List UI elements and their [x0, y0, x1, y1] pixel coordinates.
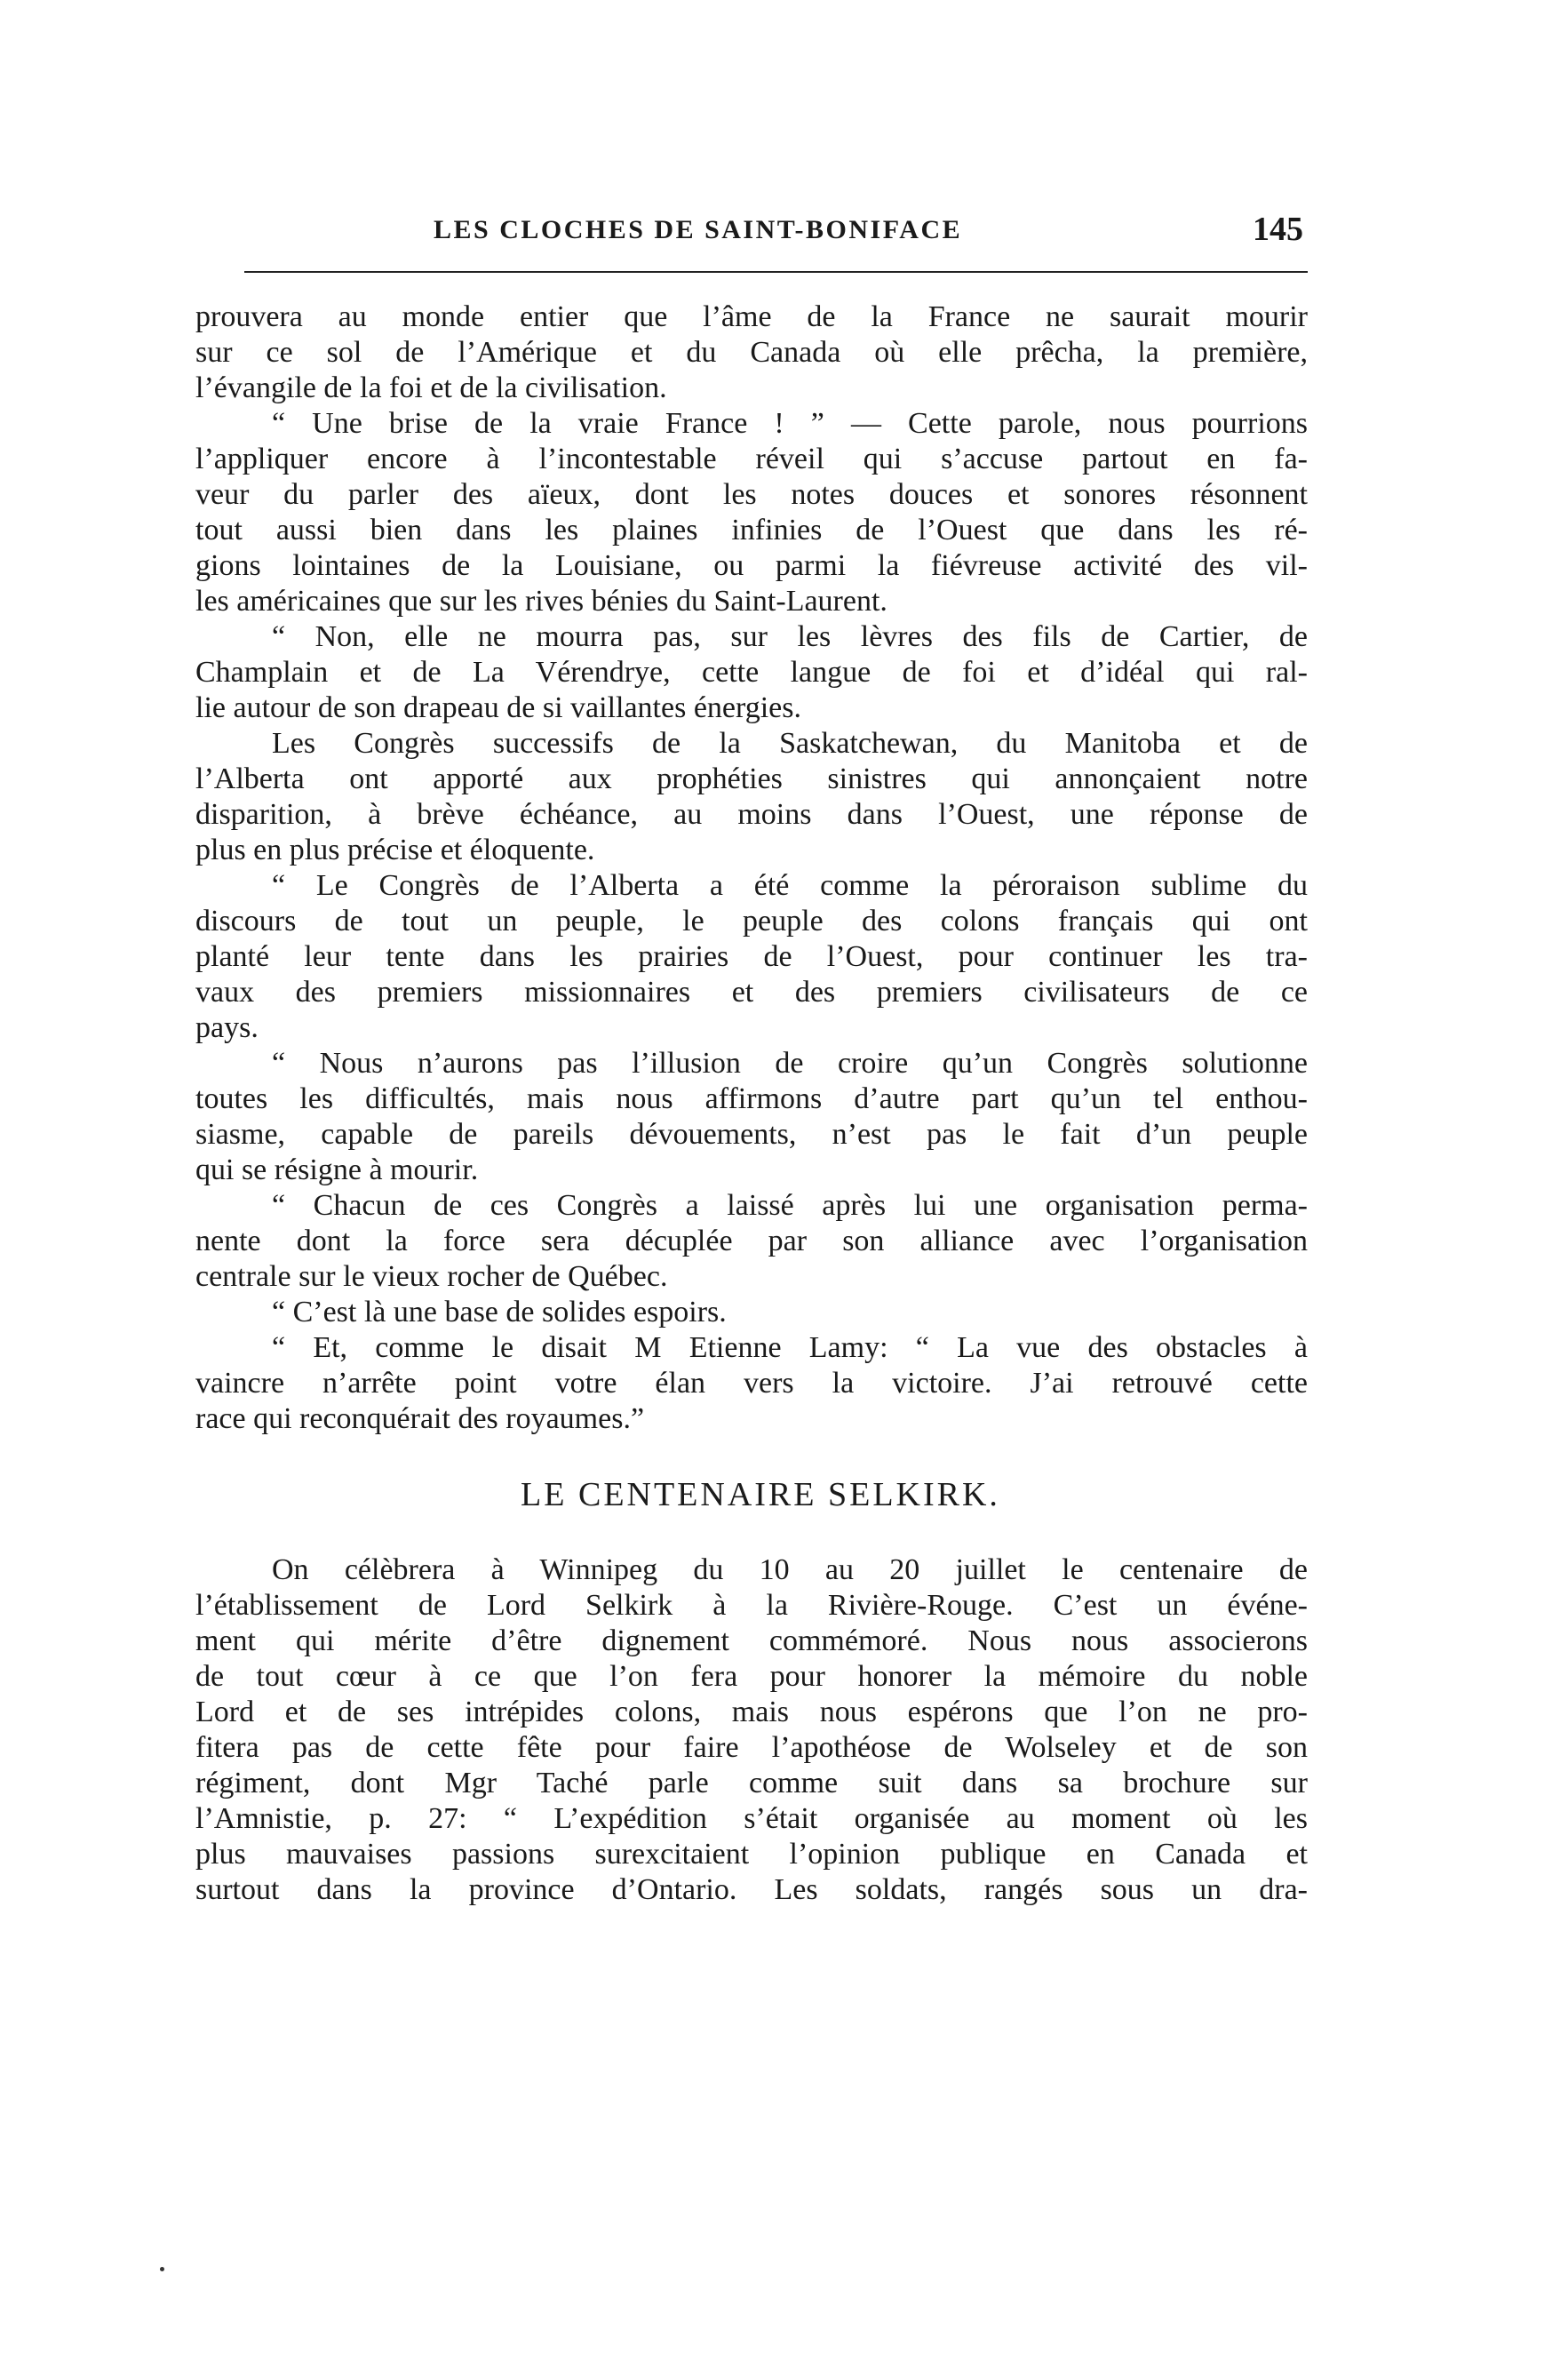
- text-line: toutes les difficultés, mais nous affirmons d’autre part qu’un tel enthou-: [195, 1082, 1308, 1115]
- text-line: race qui reconquérait des royaumes.”: [195, 1402, 645, 1435]
- text-line: les américaines que sur les rives bénies du Saint-Laurent.: [195, 585, 887, 618]
- text-line: vaincre n’arrête point votre élan vers la victoire. J’ai retrouvé cette: [195, 1367, 1308, 1400]
- text-line: gions lointaines de la Louisiane, ou parmi la fiévreuse activité des vil-: [195, 549, 1308, 582]
- text-line: ment qui mérite d’être dignement commémoré. Nous nous associerons: [195, 1624, 1308, 1657]
- text-line: pays.: [195, 1011, 259, 1044]
- text-line: Champlain et de La Vérendrye, cette langue de foi et d’idéal qui ral-: [195, 656, 1308, 689]
- text-line: régiment, dont Mgr Taché parle comme suit dans sa brochure sur: [195, 1767, 1308, 1799]
- text-line: disparition, à brève échéance, au moins dans l’Ouest, une réponse de: [195, 798, 1308, 831]
- text-line: “ Le Congrès de l’Alberta a été comme la péroraison sublime du: [272, 869, 1308, 902]
- text-line: sur ce sol de l’Amérique et du Canada où elle prêcha, la première,: [195, 336, 1308, 369]
- text-line: “ Et, comme le disait M Etienne Lamy: “ La vue des obstacles à: [272, 1331, 1308, 1364]
- text-line: “ Non, elle ne mourra pas, sur les lèvres des fils de Cartier, de: [272, 620, 1308, 653]
- text-line: nente dont la force sera décuplée par son alliance avec l’organisation: [195, 1225, 1308, 1257]
- text-line: l’établissement de Lord Selkirk à la Rivière-Rouge. C’est un événe-: [195, 1589, 1308, 1622]
- text-line: siasme, capable de pareils dévouements, n’est pas le fait d’un peuple: [195, 1118, 1308, 1151]
- text-line: l’appliquer encore à l’incontestable réveil qui s’accuse partout en fa-: [195, 443, 1308, 475]
- text-line: l’Amnistie, p. 27: “ L’expédition s’était organisée au moment où les: [195, 1802, 1308, 1835]
- running-header: [0, 211, 1568, 251]
- margin-dot: [160, 2267, 164, 2271]
- text-line: Les Congrès successifs de la Saskatchewan, du Manitoba et de: [272, 727, 1308, 760]
- text-line: On célèbrera à Winnipeg du 10 au 20 juillet le centenaire de: [272, 1553, 1308, 1586]
- text-line: veur du parler des aïeux, dont les notes douces et sonores résonnent: [195, 478, 1308, 511]
- page-text: [195, 299, 1308, 1908]
- text-line: discours de tout un peuple, le peuple des colons français qui ont: [195, 905, 1308, 938]
- text-line: l’Alberta ont apporté aux prophéties sinistres qui annonçaient notre: [195, 762, 1308, 795]
- text-line: “ Une brise de la vraie France ! ” — Cette parole, nous pourrions: [272, 407, 1308, 440]
- text-line: “ C’est là une base de solides espoirs.: [272, 1296, 727, 1329]
- header-rule: [244, 271, 1308, 273]
- text-line: vaux des premiers missionnaires et des premiers civilisateurs de ce: [195, 976, 1308, 1009]
- paragraphs-before-heading: [195, 299, 1308, 1437]
- text-line: “ Nous n’aurons pas l’illusion de croire qu’un Congrès solutionne: [272, 1047, 1308, 1080]
- page-number: 145: [1253, 211, 1303, 248]
- text-line: de tout cœur à ce que l’on fera pour honorer la mémoire du noble: [195, 1660, 1308, 1693]
- text-line: surtout dans la province d’Ontario. Les soldats, rangés sous un dra-: [195, 1873, 1308, 1906]
- text-line: prouvera au monde entier que l’âme de la France ne saurait mourir: [195, 300, 1308, 333]
- section-heading: LE CENTENAIRE SELKIRK.: [521, 1476, 1000, 1513]
- text-line: plus en plus précise et éloquente.: [195, 834, 595, 866]
- text-line: lie autour de son drapeau de si vaillantes énergies.: [195, 691, 801, 724]
- text-line: “ Chacun de ces Congrès a laissé après lui une organisation perma-: [272, 1189, 1308, 1222]
- text-line: qui se résigne à mourir.: [195, 1153, 479, 1186]
- running-title: LES CLOCHES DE SAINT-BONIFACE: [434, 215, 963, 244]
- text-line: centrale sur le vieux rocher de Québec.: [195, 1260, 668, 1293]
- text-line: l’évangile de la foi et de la civilisation.: [195, 371, 667, 404]
- paragraphs-after-heading: [195, 1552, 1308, 1908]
- text-line: planté leur tente dans les prairies de l’Ouest, pour continuer les tra-: [195, 940, 1308, 973]
- text-line: tout aussi bien dans les plaines infinies de l’Ouest que dans les ré-: [195, 514, 1308, 547]
- text-line: plus mauvaises passions surexcitaient l’opinion publique en Canada et: [195, 1838, 1308, 1871]
- text-line: Lord et de ses intrépides colons, mais nous espérons que l’on ne pro-: [195, 1696, 1308, 1728]
- text-line: fitera pas de cette fête pour faire l’apothéose de Wolseley et de son: [195, 1731, 1308, 1764]
